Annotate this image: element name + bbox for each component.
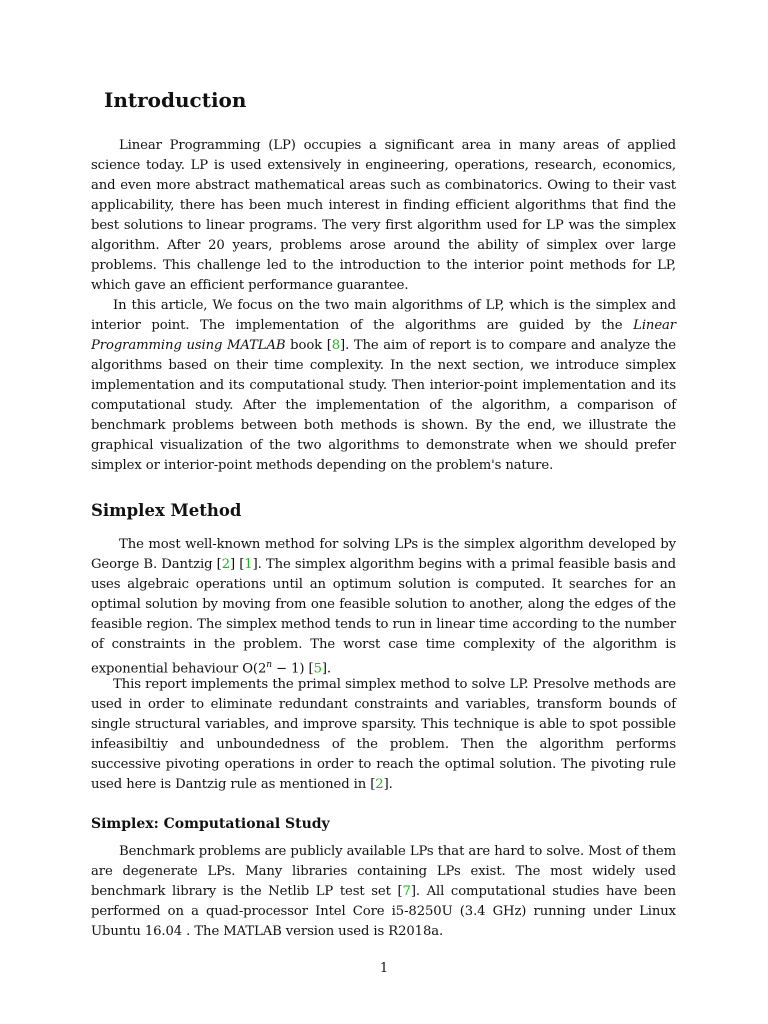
citation-link[interactable]: 8 (331, 338, 341, 353)
intro-paragraph-2 (91, 296, 676, 476)
comp-p1-text-b: ]. All computational studies have been performed on a quad-processor Intel Core i5-8250U (3.4 GHz) running under Linux Ubuntu 16.04 . The MATLAB version used is R2018a. (91, 884, 676, 939)
intro-paragraph-1 (91, 136, 676, 296)
simplex-p1-text-b: ] [ (229, 557, 245, 572)
book-title: Linear Programming using MATLAB (91, 318, 676, 353)
citation-link[interactable]: 7 (402, 884, 411, 899)
simplex-p1-text-c: ]. The simplex algorithm begins with a primal feasible basis and uses algebraic operations until an optimum solution is computed. It searches for an optimal solution by moving from one feasible solution to another, along the edges of the feasible region. The simplex method tends to run in linear time according to the number of constraints in the problem. The worst case time complexity of the algorithm is exponential behaviour O(2 (91, 557, 676, 677)
section-heading-computational-study: Simplex: Computational Study (91, 816, 330, 832)
intro-p2-text-a: In this article, We focus on the two main algorithms of LP, which is the simplex and interior point. The implementation of the algorithms are guided by the (91, 298, 676, 333)
simplex-paragraph-2 (91, 675, 676, 795)
section-heading-simplex-method: Simplex Method (91, 501, 242, 520)
exponent-n: n (266, 660, 272, 670)
section-heading-introduction: Introduction (104, 88, 247, 112)
page-number: 1 (379, 961, 389, 976)
simplex-p1-text-a: The most well-known method for solving LPs is the simplex algorithm developed by George B. Dantzig [ (91, 537, 676, 572)
citation-link[interactable]: 2 (221, 557, 230, 572)
intro-p2-text-c: ]. The aim of report is to compare and analyze the algorithms based on their time complexity. In the next section, we introduce simplex implementation and its computational study. Then interior-point implementation and its computational study. After the implementation of the algorithm, a comparison of benchmark problems between both methods is shown. By the end, we illustrate the graphical visualization of the two algorithms to demonstrate when we should prefer simplex or interior-point methods depending on the problem's nature. (91, 338, 676, 473)
citation-link[interactable]: 2 (375, 777, 384, 792)
simplex-p1-text-e: ]. (321, 661, 331, 677)
simplex-p1-text-d: − 1) [ (271, 661, 314, 677)
simplex-p2-text-b: ]. (383, 777, 393, 792)
simplex-paragraph-1 (91, 535, 676, 679)
comp-paragraph-1 (91, 842, 676, 942)
citation-link[interactable]: 1 (244, 557, 253, 572)
intro-p1-text: Linear Programming (LP) occupies a significant area in many areas of applied science today. LP is used extensively in engineering, operations, research, economics, and even more abstract mathematical areas such as combinatorics. Owing to their vast applicability, there has been much interest in finding efficient algorithms that find the best solutions to linear programs. The very first algorithm used for LP was the simplex algorithm. After 20 years, problems arose around the ability of simplex over large problems. This challenge led to the introduction to the interior point methods for LP, which gave an efficient performance guarantee. (91, 138, 676, 293)
citation-link[interactable]: 5 (313, 661, 322, 677)
simplex-p2-text-a: This report implements the primal simplex method to solve LP. Presolve methods are used in order to eliminate redundant constraints and variables, transform bounds of single structural variables, and improve sparsity. This technique is able to spot possible infeasibiltiy and unboundedness of the problem. Then the algorithm performs successive pivoting operations in order to reach the optimal solution. The pivoting rule used here is Dantzig rule as mentioned in [ (91, 677, 676, 792)
comp-p1-text-a: Benchmark problems are publicly available LPs that are hard to solve. Most of them are degenerate LPs. Many libraries containing LPs exist. The most widely used benchmark library is the Netlib LP test set [ (91, 844, 676, 899)
intro-p2-text-b: book [ (285, 338, 332, 353)
